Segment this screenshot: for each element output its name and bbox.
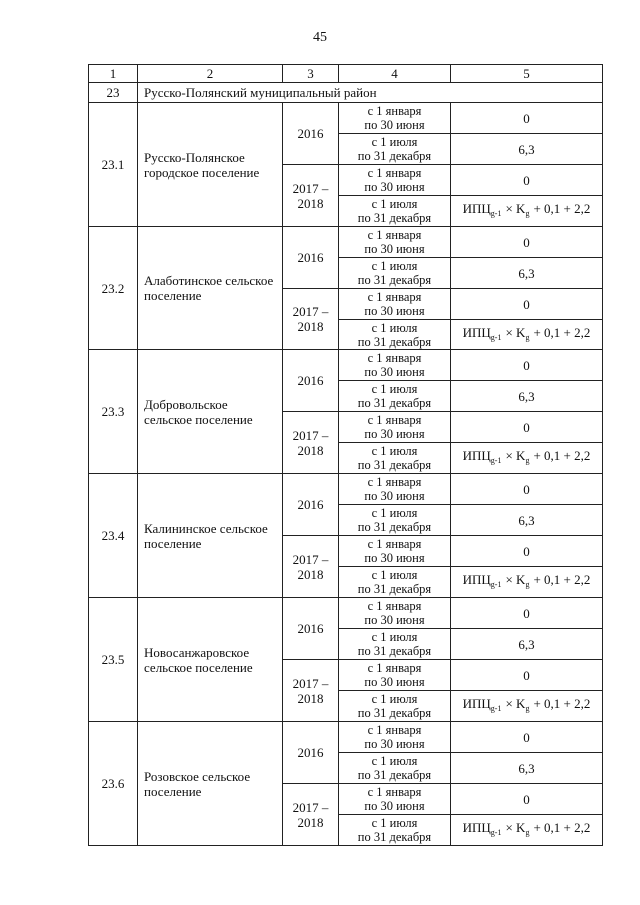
table-row [89,474,603,505]
text-line: 2016 [297,621,324,636]
text-line: с 1 июля [371,630,418,644]
text-line: с 1 января [367,661,422,675]
text-line: с 1 января [367,723,422,737]
text-line: по 31 декабря [357,706,432,720]
formula-part: × K [505,201,526,216]
period-cell [339,815,451,846]
period-cell [339,536,451,567]
text-line: с 1 июля [371,320,418,335]
year-cell [283,722,339,784]
tariff-value: 0 [451,722,603,753]
text-line: поселение [144,288,202,303]
text-line: 2017 – [292,304,329,319]
formula-part: + 0,1 + 2,2 [533,201,591,216]
formula-part: g [525,828,530,837]
formula-part: × K [505,572,526,587]
settlement-number: 23.1 [89,103,138,227]
tariff-value: 0 [451,536,603,567]
text-line: по 31 декабря [357,273,432,287]
formula-part: g [525,209,530,218]
formula-part: g-1 [490,580,502,589]
text-line: 2018 [297,814,324,830]
text-line: по 31 декабря [357,211,432,225]
tariff-value: 0 [451,412,603,443]
formula-part: + 0,1 + 2,2 [533,820,591,835]
text-line: с 1 июля [371,382,418,396]
formula-part: + 0,1 + 2,2 [533,324,591,340]
text-line: Новосанжаровское [144,644,250,660]
text-line: с 1 июля [371,692,418,706]
tariff-value: 6,3 [451,258,603,289]
text-line: городское поселение [144,164,260,180]
tariff-table [88,64,603,846]
text-line: поселение [144,783,202,799]
period-cell [339,320,451,350]
year-cell [283,598,339,660]
year-cell [283,536,339,598]
header-cell: 2 [138,65,283,83]
text-line: 2016 [297,126,324,141]
tariff-value: 0 [451,598,603,629]
period-cell [339,784,451,815]
text-line: Калининское сельское [144,520,268,536]
district-row [89,83,603,103]
formula-part: × K [505,448,526,463]
formula-part: ИПЦ [462,324,491,340]
formula-part: + 0,1 + 2,2 [533,448,591,463]
text-line: сельское поселение [144,411,253,427]
settlement-number: 23.5 [89,598,138,722]
header-cell: 4 [339,65,451,83]
text-line: по 30 июня [364,118,425,132]
settlement-name [138,598,283,722]
table-row [89,227,603,258]
header-row [89,65,603,83]
text-line: с 1 января [367,475,422,489]
tariff-value: 0 [451,784,603,815]
tariff-value [451,320,603,350]
period-cell [339,134,451,165]
formula-part: × K [505,324,526,340]
header-cell: 3 [283,65,339,83]
text-line: Алаботинское сельское [144,273,274,288]
formula-part: g [525,332,530,342]
table-row [89,103,603,134]
text-line: по 31 декабря [357,644,432,658]
text-line: по 31 декабря [357,458,432,472]
period-cell [339,289,451,320]
settlement-number: 23.6 [89,722,138,846]
formula-part: ИПЦ [462,820,491,835]
text-line: Розовское сельское [144,768,251,784]
tariff-value: 0 [451,227,603,258]
text-line: 2016 [297,250,324,265]
text-line: с 1 июля [371,135,418,149]
formula-part: g-1 [490,332,502,342]
text-line: 2017 – [292,427,329,443]
table-row [89,350,603,381]
text-line: с 1 июля [371,444,418,458]
text-line: с 1 июля [371,197,418,211]
period-cell [339,165,451,196]
tariff-value: 6,3 [451,753,603,784]
tariff-value [451,815,603,846]
text-line: по 30 июня [364,613,425,627]
year-cell [283,165,339,227]
settlement-name [138,350,283,474]
tariff-value: 6,3 [451,629,603,660]
period-cell [339,381,451,412]
text-line: по 30 июня [364,737,425,751]
text-line: по 30 июня [364,799,425,813]
settlement-name [138,227,283,350]
formula-part: + 0,1 + 2,2 [533,572,591,587]
period-cell [339,722,451,753]
period-cell [339,258,451,289]
text-line: 2017 – [292,551,329,567]
formula-part: g-1 [490,456,502,465]
formula-part: ИПЦ [462,696,491,711]
text-line: по 31 декабря [357,582,432,596]
district-name: Русско-Полянский муниципальный район [138,83,603,103]
text-line: с 1 января [367,537,422,551]
period-cell [339,196,451,227]
period-cell [339,227,451,258]
period-cell [339,629,451,660]
table-row [89,722,603,753]
text-line: сельское поселение [144,659,253,675]
year-cell [283,784,339,846]
formula-part: ИПЦ [462,572,491,587]
tariff-value: 0 [451,660,603,691]
text-line: Добровольское [144,396,228,412]
text-line: с 1 января [367,599,422,613]
tariff-value: 0 [451,289,603,320]
text-line: поселение [144,535,202,551]
text-line: с 1 января [367,351,422,365]
page-number: 45 [313,30,327,45]
year-cell [283,103,339,165]
year-cell [283,412,339,474]
text-line: по 30 июня [364,427,425,441]
tariff-value: 6,3 [451,381,603,412]
text-line: по 31 декабря [357,768,432,782]
text-line: с 1 июля [371,259,418,273]
header-cell: 5 [451,65,603,83]
text-line: с 1 января [367,413,422,427]
text-line: по 31 декабря [357,334,432,349]
header-cell: 1 [89,65,138,83]
text-line: Русско-Полянское [144,149,245,165]
period-cell [339,598,451,629]
district-number: 23 [89,83,138,103]
period-cell [339,567,451,598]
text-line: с 1 июля [371,754,418,768]
table-row [89,598,603,629]
text-line: 2018 [297,566,324,582]
settlement-name [138,103,283,227]
text-line: с 1 июля [371,568,418,582]
period-cell [339,474,451,505]
formula-part: ИПЦ [462,448,491,463]
text-line: по 30 июня [364,180,425,194]
settlement-number: 23.4 [89,474,138,598]
year-cell [283,227,339,289]
settlement-number: 23.3 [89,350,138,474]
period-cell [339,350,451,381]
period-cell [339,505,451,536]
text-line: по 31 декабря [357,396,432,410]
tariff-value: 6,3 [451,134,603,165]
text-line: 2016 [297,497,324,512]
period-cell [339,753,451,784]
text-line: с 1 января [367,166,422,180]
formula-part: × K [505,820,526,835]
formula-part: g-1 [490,704,502,713]
tariff-value [451,691,603,722]
formula-part: g-1 [490,209,502,218]
tariff-value [451,196,603,227]
text-line: 2016 [297,373,324,388]
formula-part: g-1 [490,828,502,837]
tariff-value: 0 [451,103,603,134]
tariff-value: 0 [451,474,603,505]
tariff-value: 6,3 [451,505,603,536]
text-line: по 30 июня [364,489,425,503]
text-line: с 1 января [367,104,422,118]
text-line: по 30 июня [364,304,425,318]
text-line: 2018 [297,195,324,211]
formula-part: ИПЦ [462,201,491,216]
tariff-value: 0 [451,350,603,381]
year-cell [283,474,339,536]
text-line: по 30 июня [364,365,425,379]
text-line: по 30 июня [364,242,425,256]
text-line: с 1 января [367,228,422,242]
text-line: по 30 июня [364,675,425,689]
year-cell [283,660,339,722]
text-line: по 30 июня [364,551,425,565]
text-line: 2017 – [292,180,329,196]
text-line: 2018 [297,319,324,334]
period-cell [339,443,451,474]
text-line: по 31 декабря [357,830,432,844]
text-line: 2018 [297,690,324,706]
tariff-value [451,443,603,474]
text-line: 2016 [297,745,324,760]
formula-part: g [525,704,530,713]
tariff-value: 0 [451,165,603,196]
settlement-number: 23.2 [89,227,138,350]
tariff-table-body [89,65,603,846]
text-line: 2017 – [292,675,329,691]
settlement-name [138,474,283,598]
period-cell [339,412,451,443]
text-line: с 1 июля [371,506,418,520]
text-line: с 1 января [367,785,422,799]
formula-part: + 0,1 + 2,2 [533,696,591,711]
formula-part: g [525,456,530,465]
tariff-value [451,567,603,598]
period-cell [339,103,451,134]
text-line: по 31 декабря [357,149,432,163]
formula-part: × K [505,696,526,711]
year-cell [283,350,339,412]
year-cell [283,289,339,350]
period-cell [339,660,451,691]
text-line: 2017 – [292,799,329,815]
formula-part: g [525,580,530,589]
text-line: по 31 декабря [357,520,432,534]
settlement-name [138,722,283,846]
period-cell [339,691,451,722]
text-line: с 1 июля [371,816,418,830]
text-line: с 1 января [367,290,422,304]
text-line: 2018 [297,442,324,458]
